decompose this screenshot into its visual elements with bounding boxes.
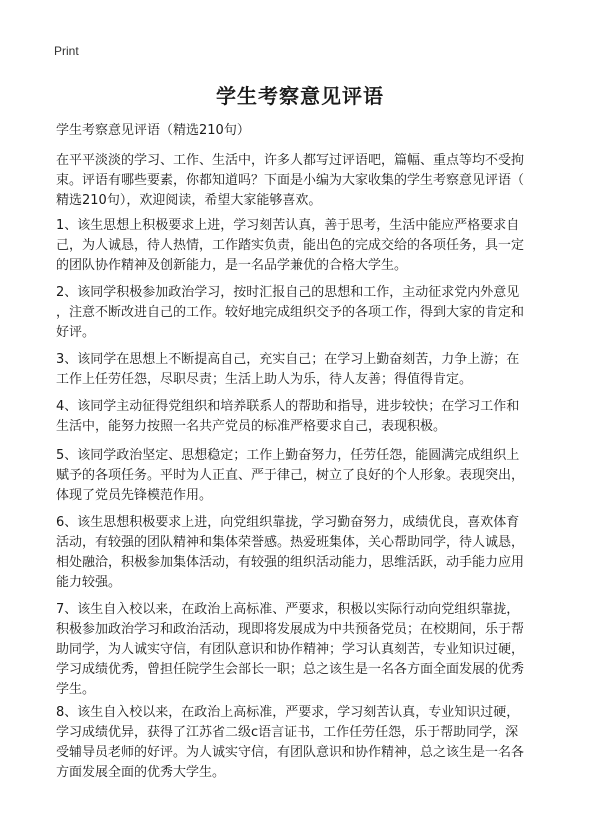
paragraph-line: 能力较强。 <box>56 575 122 590</box>
paragraph-line: 7、该生自入校以来，在政治上高标准、严要求，积极以实际行动向党组织靠拢， <box>56 602 520 617</box>
paragraph-line: 6、该生思想积极要求上进，向党组织靠拢，学习勤奋努力，成绩优良，喜欢体育 <box>56 515 520 530</box>
paragraph-line: ，注意不断改进自己的工作。较好地完成组织交予的各项工作，得到大家的肯定和 <box>56 305 525 320</box>
comment-item-2 <box>56 283 554 343</box>
paragraph-line: 束。评语有哪些要素，你都知道吗？下面是小编为大家收集的学生考察意见评语（ <box>56 173 525 188</box>
comment-item-8 <box>56 703 554 783</box>
comment-item-7 <box>56 600 554 700</box>
paragraph-line: 学习成绩优秀，曾担任院学生会部长一职；总之该生是一名各方面全面发展的优秀 <box>56 662 525 677</box>
comment-item-3 <box>56 350 554 390</box>
intro-paragraph <box>56 151 554 211</box>
paragraph-line: 体现了党员先锋模范作用。 <box>56 488 213 503</box>
comment-item-6 <box>56 513 554 593</box>
paragraph-line: 3、该同学在思想上不断提高自己，充实自己；在学习上勤奋刻苦，力争上游；在 <box>56 352 520 367</box>
subtitle: 学生考察意见评语（精选210句） <box>56 123 250 138</box>
paragraph-line: 相处融洽，积极参加集体活动，有较强的组织活动能力，思维活跃，动手能力应用 <box>56 555 525 570</box>
paragraph-line: 活动，有较强的团队精神和集体荣誉感。热爱班集体，关心帮助同学，待人诚恳， <box>56 535 525 550</box>
paragraph-line: 精选210句），欢迎阅读，希望大家能够喜欢。 <box>56 193 322 208</box>
comment-item-4 <box>56 397 554 437</box>
paragraph-line: 受辅导员老师的好评。为人诚实守信，有团队意识和协作精神，总之该生是一名各 <box>56 745 525 760</box>
paragraph-line: 4、该同学主动征得党组织和培养联系人的帮助和指导，进步较快；在学习工作和 <box>56 399 520 414</box>
paragraph-line: 5、该同学政治坚定、思想稳定；工作上勤奋努力，任劳任怨，能圆满完成组织上 <box>56 448 520 463</box>
paragraph-line: 己，为人诚恳，待人热情，工作踏实负责，能出色的完成交给的各项任务，具一定 <box>56 238 525 253</box>
page-title: 学生考察意见评语 <box>216 84 384 108</box>
print-link[interactable]: Print <box>54 44 79 58</box>
paragraph-line: 的团队协作精神及创新能力，是一名品学兼优的合格大学生。 <box>56 258 408 273</box>
paragraph-line: 学生。 <box>56 682 96 697</box>
paragraph-line: 2、该同学积极参加政治学习，按时汇报自己的思想和工作，主动征求党内外意见 <box>56 285 520 300</box>
paragraph-line: 好评。 <box>56 325 96 340</box>
paragraph-line: 积极参加政治学习和政治活动，现即将发展成为中共预备党员；在校期间，乐于帮 <box>56 622 525 637</box>
paragraph-line: 生活中，能努力按照一名共产党员的标准严格要求自己，表现积极。 <box>56 419 447 434</box>
paragraph-line: 工作上任劳任怨，尽职尽责；生活上助人为乐，待人友善；得值得肯定。 <box>56 372 473 387</box>
comment-item-1 <box>56 216 554 276</box>
paragraph-line: 在平平淡淡的学习、工作、生活中，许多人都写过评语吧，篇幅、重点等均不受拘 <box>56 153 525 168</box>
paragraph-line: 8、该生自入校以来，在政治上高标准，严要求，学习刻苦认真，专业知识过硬， <box>56 705 520 720</box>
paragraph-line: 方面发展全面的优秀大学生。 <box>56 765 226 780</box>
paragraph-line: 助同学，为人诚实守信，有团队意识和协作精神；学习认真刻苦，专业知识过硬， <box>56 642 525 657</box>
paragraph-line: 赋予的各项任务。平时为人正直、严于律己，树立了良好的个人形象。表现突出， <box>56 468 525 483</box>
paragraph-line: 1、该生思想上积极要求上进，学习刻苦认真，善于思考，生活中能应严格要求自 <box>56 218 520 233</box>
paragraph-line: 学习成绩优异，获得了江苏省二级c语言证书，工作任劳任怨，乐于帮助同学，深 <box>56 725 519 740</box>
comment-item-5 <box>56 446 554 506</box>
